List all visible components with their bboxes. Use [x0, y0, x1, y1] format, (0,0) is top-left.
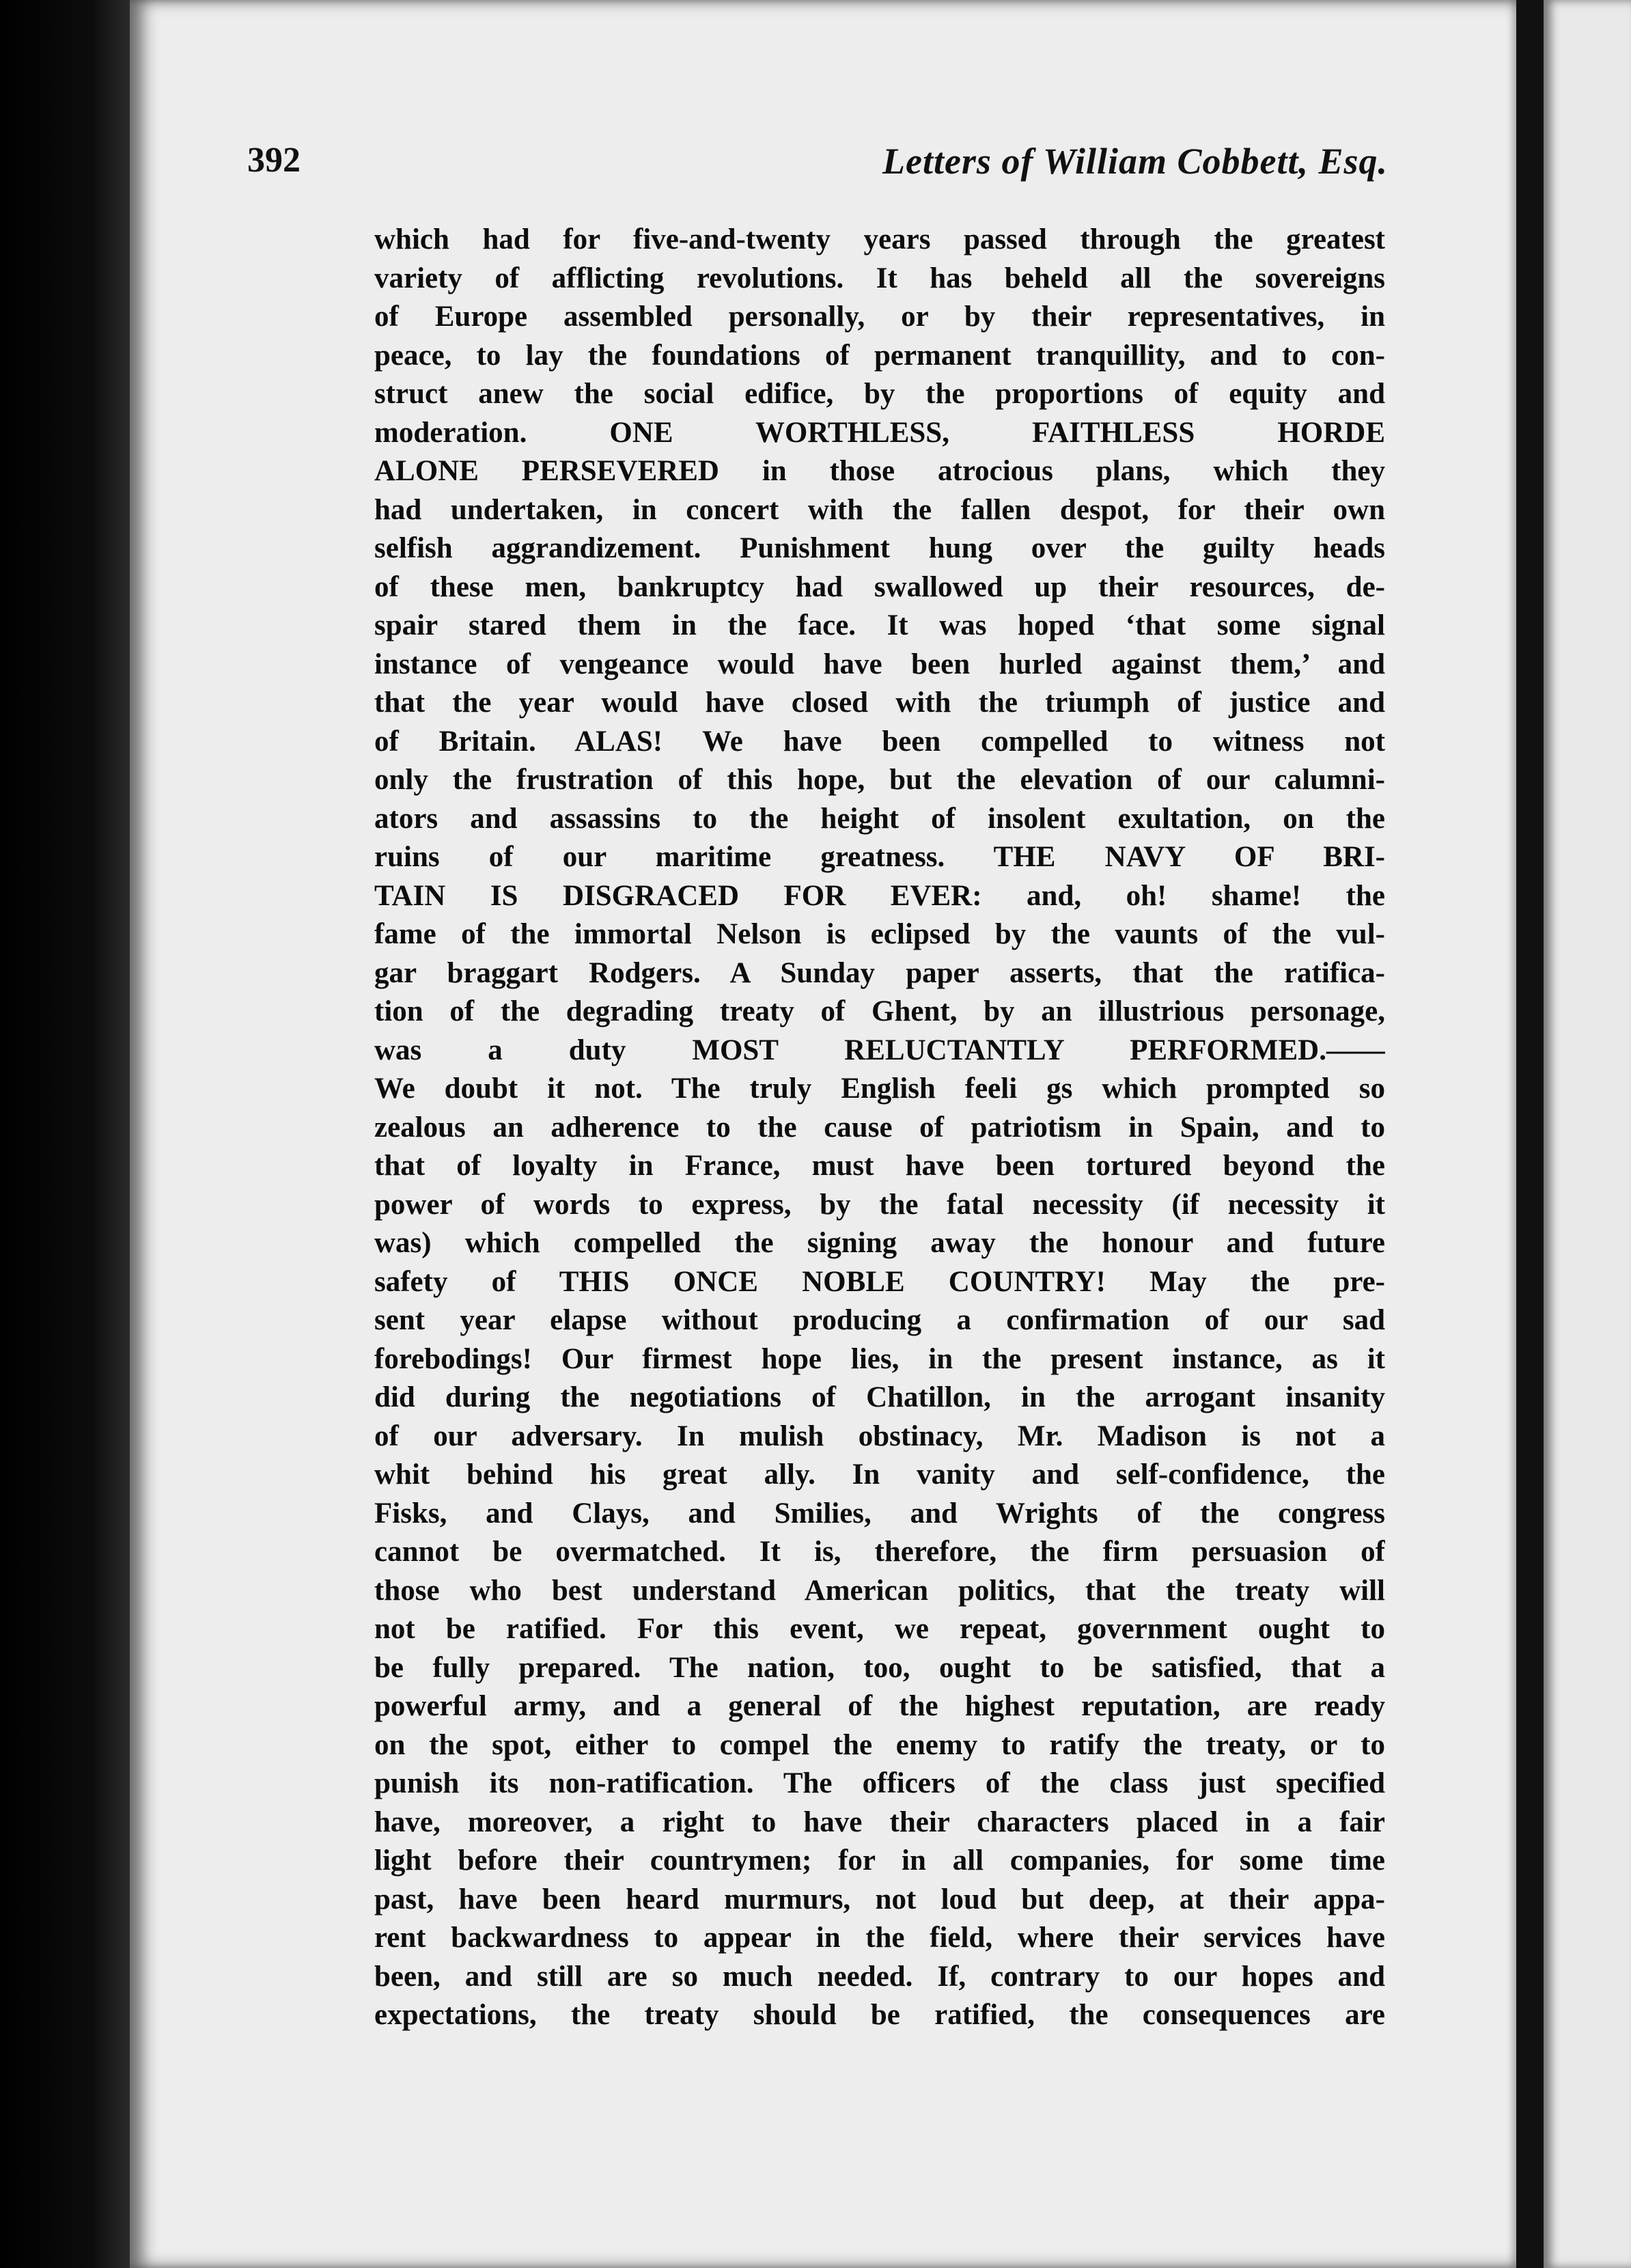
facing-page-edge	[1544, 0, 1631, 2268]
text-line: of our adversary. In mulish obstinacy, Mr. Madison is not a	[374, 1420, 1385, 1452]
text-line: fame of the immortal Nelson is eclipsed by the vaunts of the vul-	[374, 918, 1385, 950]
text-line: whit behind his great ally. In vanity and self-confidence, the	[374, 1458, 1385, 1491]
text-line: of Europe assembled personally, or by their representatives, in	[374, 301, 1385, 333]
text-line: past, have been heard murmurs, not loud but deep, at their appa-	[374, 1883, 1385, 1916]
text-line: zealous an adherence to the cause of patriotism in Spain, and to	[374, 1111, 1385, 1144]
body-text	[374, 221, 1385, 2035]
text-line: those who best understand American politics, that the treaty will	[374, 1574, 1385, 1607]
text-line: moderation. ONE WORTHLESS, FAITHLESS HORDE	[374, 416, 1385, 449]
text-line: of Britain. ALAS! We have been compelled to witness not	[374, 725, 1385, 758]
text-line: only the frustration of this hope, but the elevation of our calumni-	[374, 764, 1385, 796]
running-head	[247, 140, 1402, 195]
text-line: have, moreover, a right to have their characters placed in a fair	[374, 1806, 1385, 1838]
text-line: variety of afflicting revolutions. It has beheld all the sovereigns	[374, 262, 1385, 294]
text-line: TAIN IS DISGRACED FOR EVER: and, oh! shame! the	[374, 879, 1385, 912]
text-line: that of loyalty in France, must have been tortured beyond the	[374, 1150, 1385, 1182]
page-number: 392	[247, 141, 301, 180]
text-line: expectations, the treaty should be ratified, the consequences are	[374, 1999, 1385, 2031]
text-line: gar braggart Rodgers. A Sunday paper asserts, that the ratifica-	[374, 956, 1385, 989]
text-line: safety of THIS ONCE NOBLE COUNTRY! May the pre-	[374, 1265, 1385, 1298]
text-line: power of words to express, by the fatal necessity (if necessity it	[374, 1188, 1385, 1221]
text-line: struct anew the social edifice, by the proportions of equity and	[374, 378, 1385, 410]
text-line: was) which compelled the signing away the honour and future	[374, 1227, 1385, 1259]
text-line: on the spot, either to compel the enemy to ratify the treaty, or to	[374, 1728, 1385, 1761]
text-line: be fully prepared. The nation, too, ought to be satisfied, that a	[374, 1651, 1385, 1684]
text-line: ALONE PERSEVERED in those atrocious plans, which they	[374, 455, 1385, 487]
text-line: Fisks, and Clays, and Smilies, and Wrights of the congress	[374, 1497, 1385, 1530]
running-title: Letters of William Cobbett, Esq.	[882, 141, 1388, 182]
text-line: did during the negotiations of Chatillon, in the arrogant insanity	[374, 1381, 1385, 1413]
text-line: spair stared them in the face. It was hoped ‘that some signal	[374, 609, 1385, 641]
text-line: sent year elapse without producing a confirmation of our sad	[374, 1304, 1385, 1336]
text-line: We doubt it not. The truly English feeli gs which prompted so	[374, 1073, 1385, 1105]
text-line: peace, to lay the foundations of permanent tranquillity, and to con-	[374, 339, 1385, 372]
text-line: had undertaken, in concert with the fallen despot, for their own	[374, 493, 1385, 526]
gutter-shadow	[1516, 0, 1544, 2268]
text-line: forebodings! Our firmest hope lies, in the present instance, as it	[374, 1342, 1385, 1375]
text-line: powerful army, and a general of the highest reputation, are ready	[374, 1690, 1385, 1722]
text-line: which had for five-and-twenty years passed through the greatest	[374, 223, 1385, 255]
text-line: been, and still are so much needed. If, contrary to our hopes and	[374, 1960, 1385, 1993]
text-line: cannot be overmatched. It is, therefore, the firm persuasion of	[374, 1536, 1385, 1568]
text-line: not be ratified. For this event, we repeat, government ought to	[374, 1613, 1385, 1645]
text-line: punish its non-ratification. The officers of the class just specified	[374, 1767, 1385, 1799]
text-line: that the year would have closed with the triumph of justice and	[374, 687, 1385, 719]
text-line: tion of the degrading treaty of Ghent, by an illustrious personage,	[374, 995, 1385, 1027]
text-line: ruins of our maritime greatness. THE NAVY OF BRI-	[374, 841, 1385, 873]
text-line: rent backwardness to appear in the field, where their services have	[374, 1922, 1385, 1954]
text-line: of these men, bankruptcy had swallowed up their resources, de-	[374, 570, 1385, 603]
text-line: instance of vengeance would have been hurled against them,’ and	[374, 648, 1385, 680]
text-line: light before their countrymen; for in all companies, for some time	[374, 1844, 1385, 1877]
binding-shadow	[0, 0, 130, 2268]
text-line: selfish aggrandizement. Punishment hung over the guilty heads	[374, 532, 1385, 564]
text-line: ators and assassins to the height of insolent exultation, on the	[374, 802, 1385, 835]
text-line: was a duty MOST RELUCTANTLY PERFORMED.——	[374, 1034, 1385, 1066]
